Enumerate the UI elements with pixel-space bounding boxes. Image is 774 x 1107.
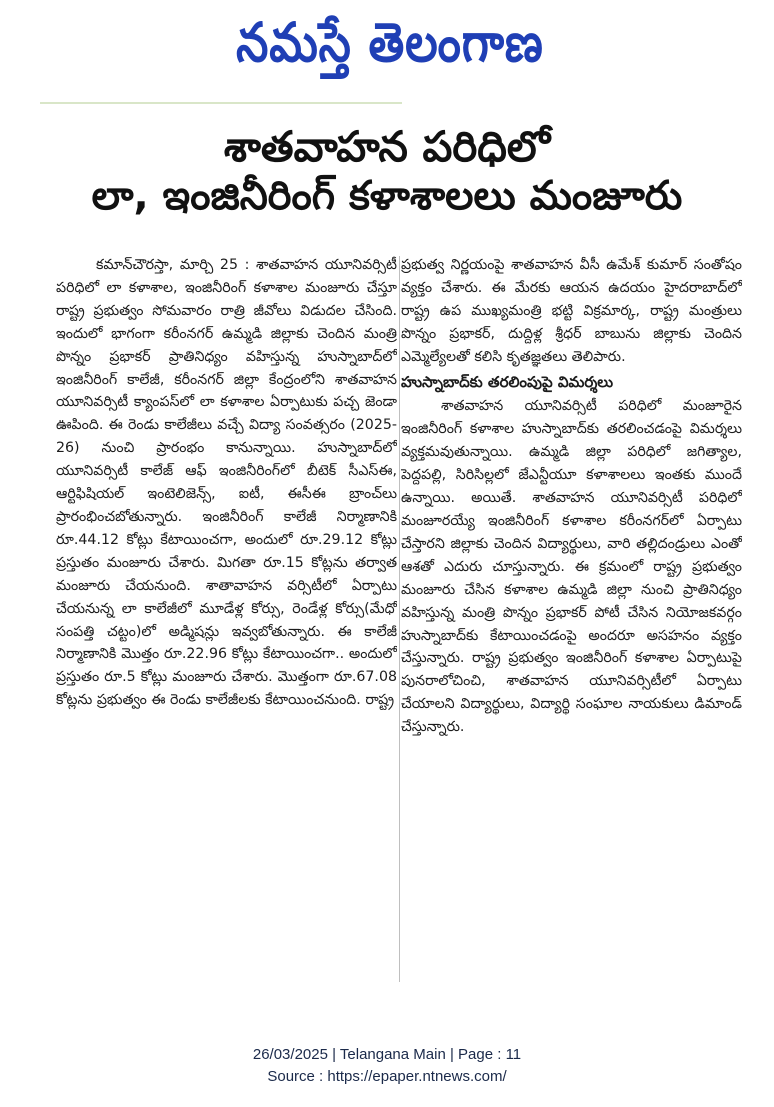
article-paragraph: ప్రభుత్వ నిర్ణయంపై శాతవాహన వీసీ ఉమేశ్ కుమార్ సంతోషం వ్యక్తం చేశారు. ఈ మేరకు ఆయన ఉదయం హైదరాబాద్‌లో రాష్ట్ర ఉప ముఖ్యమంత్రి భట్టి విక్రమార్క, రాష్ట్ర మంత్రులు పొన్నం ప్రభాకర్, దుద్దిళ్ల శ్రీధర్ బాబును జిల్లాకు చెందిన ఎమ్మెల్యేలతో కలిసి కృతజ్ఞతలు తెలిపారు. [401, 257, 742, 365]
article-paragraph: కమాన్‌చౌరస్తా, మార్చి 25 : శాతవాహన యూనివర్సిటీ పరిధిలో లా కళాశాల, ఇంజినీరింగ్ కళాశాల మంజూరు చేస్తూ రాష్ట్ర ప్రభుత్వం సోమవారం రాత్రి జీవోలు విడుదల చేసింది. ఇందులో భాగంగా కరీంనగర్ ఉమ్మడి జిల్లాకు చెందిన మంత్రి పొన్నం ప్రభాకర్ ప్రాతినిధ్యం వహిస్తున్న హుస్నాబాద్‌లో ఇంజినీరింగ్ కాలేజీ, కరీంనగర్ జిల్లా కేంద్రంలోని శాతవాహన యూనివర్సిటీ క్యాంపస్‌లో లా కళాశాల ఏర్పాటుకు పచ్చ జెండా ఊపింది. ఈ రెండు కాలేజీలు వచ్చే విద్యా సంవత్సరం (2025-26) నుంచి ప్రారంభం కానున్నాయి. హుస్నాబాద్‌లో యూనివర్సిటీ కాలేజ్ ఆఫ్ ఇంజినీరింగ్‌లో బీటెక్ సీఎస్ఈ, ఆర్టిఫిషియల్ ఇంటెలిజెన్స్, ఐటీ, ఈసీఈ బ్రాంచ్‌లు ప్రారంభించబోతున్నారు. ఇంజినీరింగ్ కాలేజీ నిర్మాణానికి రూ.44.12 కోట్లు కేటాయించగా, అందులో రూ.29.12 కోట్లు ప్రస్తుతం మంజూరు చేశారు. మిగతా రూ.15 కోట్లను తర్వాత మంజూరు చేయనుంది. శాతావాహన వర్సిటీలో ఏర్పాటు చేయనున్న లా కాలేజీలో మూడేళ్ల కోర్సు, రెండేళ్ల కోర్సు(మేధో సంపత్తి చట్టం)లో అడ్మిషన్లు ఇవ్వబోతున్నారు. ఈ కాలేజీ నిర్మాణానికి మొత్తం రూ.22.96 కోట్లు కేటాయించగా.. అందులో ప్రస్తుతం రూ.5 కోట్లు మంజూరు చేశారు. మొత్తంగా రూ.67.08 కోట్లను ప్రభుత్వం ఈ రెండు కాలేజీలకు కేటాయించనుంది. రాష్ట్ర [56, 257, 397, 709]
article-column-1 [56, 254, 397, 984]
footer-source: Source : https://epaper.ntnews.com/ [267, 1068, 507, 1085]
headline-line-2: లా, ఇంజినీరింగ్ కళాశాలలు మంజూరు [91, 173, 683, 220]
headline-line-1: శాతవాహన పరిధిలో [223, 122, 551, 171]
article-body [56, 254, 742, 984]
masthead-logo [190, 8, 590, 78]
masthead-title: నమస్తే తెలంగాణ [236, 11, 544, 74]
footer-date-edition: 26/03/2025 | Telangana Main | Page : 11 [252, 1046, 522, 1063]
article-paragraph: శాతవాహన యూనివర్సిటీ పరిధిలో మంజూరైన ఇంజినీరింగ్ కళాశాల హుస్నాబాద్‌కు తరలించడంపై విమర్శలు వ్యక్తమవుతున్నాయి. ఉమ్మడి జిల్లా పరిధిలో జగిత్యాల, పెద్దపల్లి, సిరిసిల్లలో జేఎన్టీయూ కళాశాలలు ఇంతకు ముందే ఉన్నాయి. అయితే. శాతవాహన యూనివర్సిటీ పరిధిలో మంజూరయ్యే ఇంజినీరింగ్ కళాశాల కరీంనగర్‌లో ఏర్పాటు చేస్తారని జిల్లాకు చెందిన విద్యార్థులు, వారి తల్లిదండ్రులు ఎంతో ఆశతో ఎదురు చూస్తున్నారు. ఈ క్రమంలో రాష్ట్ర ప్రభుత్వం మంజూరు చేసిన కళాశాల ఉమ్మడి జిల్లా నుంచి ప్రాతినిధ్యం వహిస్తున్న మంత్రి పొన్నం ప్రభాకర్ పోటీ చేసిన నియోజకవర్గం హుస్నాబాద్‌కు కేటాయించడంపై అందరూ అసహనం వ్యక్తం చేస్తున్నారు. రాష్ట్ర ప్రభుత్వం ఇంజినీరింగ్ కళాశాల ఏర్పాటుపై పునరాలోచించి, శాతవాహన యూనివర్సిటీలో ఏర్పాటు చేయాలని విద్యార్థులు, విద్యార్థి సంఘాల నాయకులు డిమాండ్ చేస్తున్నారు. [401, 398, 742, 736]
article-headline [40, 122, 734, 220]
page-footer [0, 1044, 774, 1088]
article-column-2 [401, 254, 742, 984]
article-subheading: హుస్నాబాద్‌కు తరలింపుపై విమర్శలు [401, 372, 614, 391]
column-divider [399, 256, 400, 982]
masthead-divider [40, 102, 402, 104]
